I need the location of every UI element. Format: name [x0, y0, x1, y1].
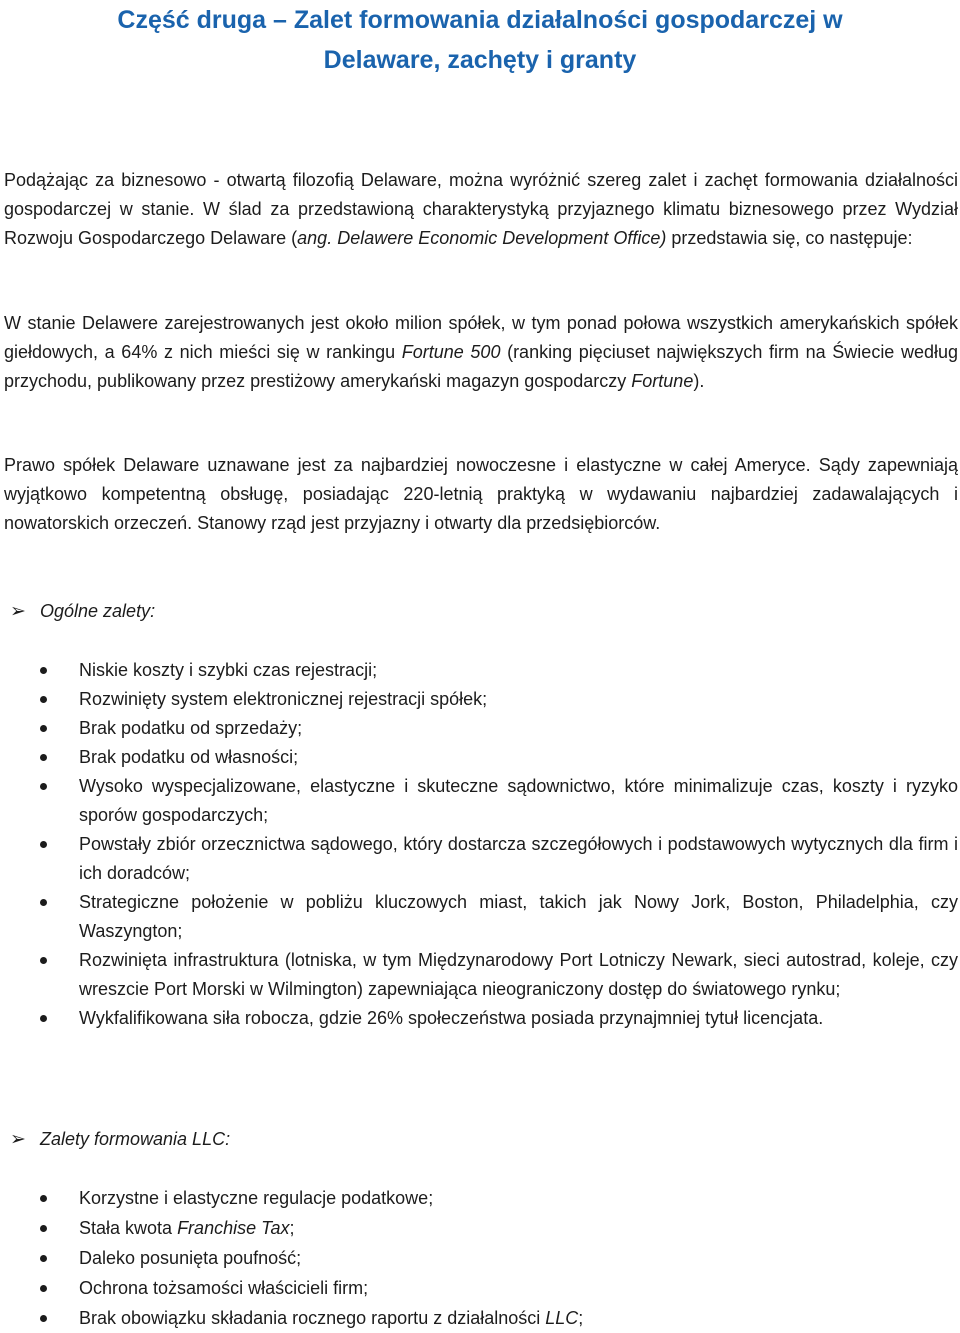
llc-advantages-list — [0, 1184, 960, 1333]
list-item: Wykfalifikowana siła robocza, gdzie 26% społeczeństwa posiada przynajmniej tytuł licencjata. — [0, 1004, 958, 1033]
bullet-icon — [40, 1225, 47, 1232]
bullet-icon — [40, 783, 47, 790]
intro-text-1: Podążając za biznesowo - otwartą filozofią Delaware, można wyróżnić szereg zalet i zachęt formowania działalności gospodarczej w stanie. W ślad za przedstawioną charakterystyką przyjaznego klimatu biznesowego przez Wydział Rozwoju Gospodarczego Delaware ( — [4, 170, 958, 248]
section-heading-llc-label: Zalety formowania LLC: — [40, 1129, 231, 1149]
list-item: Niskie koszty i szybki czas rejestracji; — [0, 656, 958, 685]
bullet-icon — [40, 754, 47, 761]
bullet-icon — [40, 957, 47, 964]
section-heading-llc — [10, 1125, 230, 1154]
title-line-2: Delaware, zachęty i granty — [323, 46, 637, 74]
list-item: Ochrona tożsamości właścicieli firm; — [0, 1274, 958, 1303]
list-item: Korzystne i elastyczne regulacje podatkowe; — [0, 1184, 958, 1213]
bullet-icon — [40, 667, 47, 674]
list-item: Wysoko wyspecjalizowane, elastyczne i skuteczne sądownictwo, które minimalizuje czas, koszty i ryzyko sporów gospodarczych; — [0, 772, 958, 830]
title-line-1: Część druga – Zalet formowania działalności gospodarczej w — [117, 6, 843, 34]
list-item: Rozwinięty system elektronicznej rejestracji spółek; — [0, 685, 958, 714]
list-item: Brak podatku od własności; — [0, 743, 958, 772]
list-item: Brak obowiązku składania rocznego raportu z działalności LLC; — [0, 1304, 958, 1333]
bullet-icon — [40, 1195, 47, 1202]
general-advantages-list — [0, 656, 960, 1033]
companies-text-1: W stanie Delawere zarejestrowanych jest około milion spółek, w tym ponad połowa wszystkich amerykańskich spółek giełdowych, a 64% z nich mieści się w rankingu — [4, 313, 958, 362]
bullet-icon — [40, 1315, 47, 1322]
list-item: Brak podatku od sprzedaży; — [0, 714, 958, 743]
bullet-icon — [40, 899, 47, 906]
arrow-bullet-icon: ➢ — [10, 601, 26, 622]
arrow-bullet-icon: ➢ — [10, 1129, 26, 1150]
list-item: Daleko posunięta poufność; — [0, 1244, 958, 1273]
intro-paragraph — [4, 166, 958, 253]
law-paragraph: Prawo spółek Delaware uznawane jest za najbardziej nowoczesne i elastyczne w całej Ameryce. Sądy zapewniają wyjątkowo kompetentną obsługę, posiadając 220-letnią praktyką w wydawaniu najbardziej zadawalających i nowatorskich orzeczeń. Stanowy rząd jest przyjazny i otwarty dla przedsiębiorców. — [4, 455, 958, 533]
section-heading-general-label: Ogólne zalety: — [40, 601, 156, 621]
companies-paragraph — [4, 309, 958, 396]
bullet-icon — [40, 725, 47, 732]
fortune-italic: Fortune — [631, 371, 694, 391]
list-item: Strategiczne położenie w pobliżu kluczowych miast, takich jak Nowy Jork, Boston, Philadelphia, czy Waszyngton; — [0, 888, 958, 946]
bullet-icon — [40, 841, 47, 848]
list-item: Stała kwota Franchise Tax; — [0, 1214, 958, 1243]
companies-text-3: ). — [693, 371, 705, 391]
list-item: Rozwinięta infrastruktura (lotniska, w tym Międzynarodowy Port Lotniczy Newark, sieci autostrad, koleje, czy wreszcie Port Morski w Wilmington) zapewniająca nieograniczony dostęp do światowego rynku; — [0, 946, 958, 1004]
intro-text-2: przedstawia się, co następuje: — [666, 228, 913, 248]
bullet-icon — [40, 1255, 47, 1262]
list-item: Powstały zbiór orzecznictwa sądowego, który dostarcza szczegółowych i podstawowych wytycznych dla firm i ich doradców; — [0, 830, 958, 888]
bullet-icon — [40, 1015, 47, 1022]
document-title — [40, 0, 920, 80]
bullet-icon — [40, 696, 47, 703]
intro-italic: ang. Delawere Economic Development Office) — [297, 228, 667, 248]
section-heading-general — [10, 597, 155, 626]
companies-text-2: (ranking pięciuset największych firm na Świecie według przychodu, publikowany przez prestiżowy amerykański magazyn gospodarczy — [4, 342, 958, 391]
bullet-icon — [40, 1285, 47, 1292]
fortune-500-italic: Fortune 500 — [401, 342, 501, 362]
